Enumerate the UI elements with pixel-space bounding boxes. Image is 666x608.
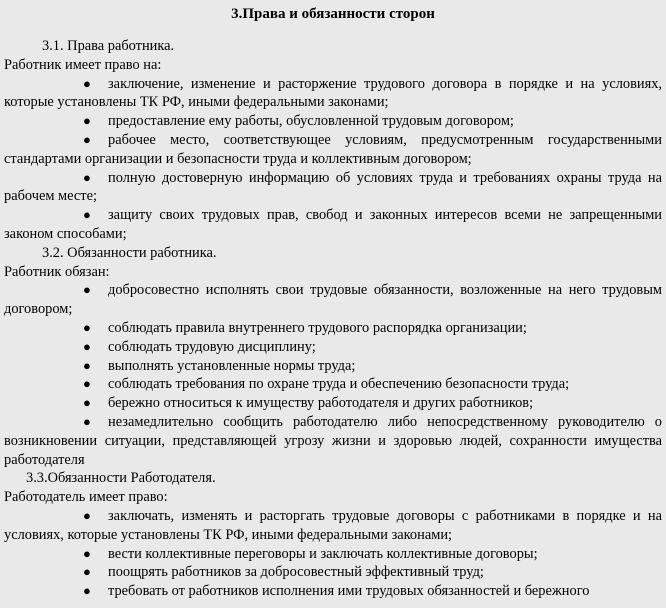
list-item: ● защиту своих трудовых прав, свобод и законных интересов всеми не запрещенными законом способами; xyxy=(4,207,662,242)
list-item: ● заключение, изменение и расторжение трудового договора в порядке и на условиях, которые установлены ТК РФ, иными федеральными законами; xyxy=(4,75,662,111)
list-item: ● требовать от работников исполнения ими трудовых обязанностей и бережного xyxy=(83,583,590,600)
section-intro-worker-rights: Работник имеет право на: xyxy=(4,56,162,73)
document-title: 3.Права и обязанности сторон xyxy=(231,6,435,22)
list-item: ● предоставление ему работы, обусловленной трудовым договором; xyxy=(83,113,514,130)
bullet-icon: ● xyxy=(83,564,91,580)
list-item: ● бережно относиться к имуществу работодателя и других работников; xyxy=(83,395,534,412)
list-item: ● выполнять установленные нормы труда; xyxy=(83,357,356,374)
list-item: ● соблюдать трудовую дисциплину; xyxy=(83,338,316,355)
list-item: ● рабочее место, соответствующее условиям, предусмотренным государственными стандартами организации и безопасности труда и коллективным договором; xyxy=(4,131,662,167)
bullet-icon: ● xyxy=(83,338,91,354)
section-heading-worker-duties: 3.2. Обязанности работника. xyxy=(42,244,217,261)
bullet-icon: ● xyxy=(83,169,91,185)
list-item: ● вести коллективные переговоры и заключать коллективные договоры; xyxy=(83,545,538,562)
bullet-icon: ● xyxy=(83,207,91,223)
list-item: ● соблюдать правила внутреннего трудового распорядка организации; xyxy=(83,319,527,336)
bullet-icon: ● xyxy=(83,413,91,429)
bullet-icon: ● xyxy=(83,583,91,599)
list-item: ● заключать, изменять и расторгать трудовые договоры с работниками в порядке и на условиях, которые установлены ТК РФ, иными федеральными законами; xyxy=(4,507,662,543)
list-item: ● поощрять работников за добросовестный эффективный труд; xyxy=(83,564,484,581)
section-intro-employer-rights: Работодатель имеет право: xyxy=(4,489,168,506)
bullet-icon: ● xyxy=(83,376,91,392)
section-heading-worker-rights: 3.1. Права работника. xyxy=(42,38,175,54)
bullet-icon: ● xyxy=(83,395,91,411)
bullet-icon: ● xyxy=(83,545,91,561)
bullet-icon: ● xyxy=(83,282,91,298)
bullet-icon: ● xyxy=(83,113,91,129)
list-item: ● полную достоверную информацию об условиях труда и требованиях охраны труда на рабочем месте; xyxy=(4,169,662,205)
list-item: ● соблюдать требования по охране труда и обеспечению безопасности труда; xyxy=(83,376,570,393)
bullet-icon: ● xyxy=(83,319,91,335)
bullet-icon: ● xyxy=(83,357,91,373)
bullet-icon: ● xyxy=(83,507,91,523)
bullet-icon: ● xyxy=(83,131,91,147)
section-intro-worker-duties: Работник обязан: xyxy=(4,263,110,280)
section-heading-employer-duties: 3.3.Обязанности Работодателя. xyxy=(26,470,216,487)
list-item: ● добросовестно исполнять свои трудовые обязанности, возложенные на него трудовым договором; xyxy=(4,282,662,318)
bullet-icon: ● xyxy=(83,75,91,91)
list-item: ● незамедлительно сообщить работодателю либо непосредственному руководителю о возникновении ситуации, представляющей угрозу жизни и здоровью людей, сохранности имущества работодателя xyxy=(4,413,662,468)
